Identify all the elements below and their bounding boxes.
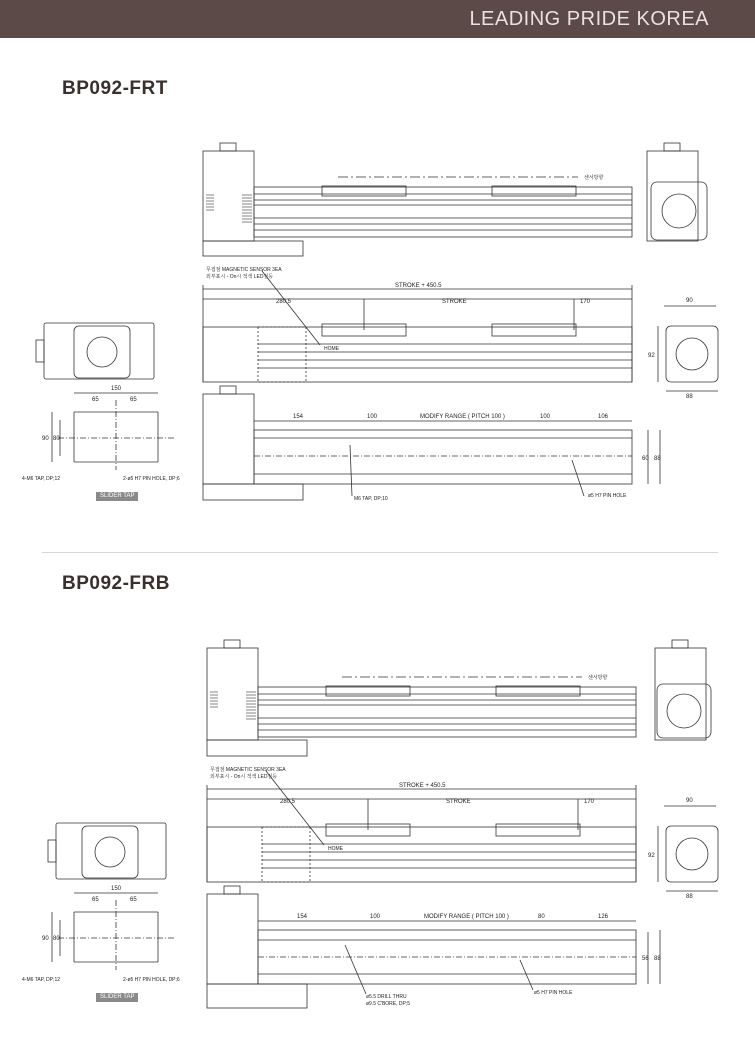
- magnetic-sensor-frt: 무접점 MAGNETIC SENSOR 3EA: [206, 267, 282, 273]
- slider-pin-frt: 2-ø5 H7 PIN HOLE, DP;6: [123, 476, 180, 482]
- dim-left-frt: 280.5: [276, 299, 292, 305]
- slider-left-frt: 65: [92, 397, 99, 403]
- slider-outer-h-frb: 90: [42, 936, 49, 942]
- home-label-frb: HOME: [328, 846, 343, 852]
- bottom-third-frb: 80: [538, 914, 545, 920]
- bottom-last-frb: 126: [598, 914, 609, 920]
- bottom-last-frt: 106: [598, 414, 609, 420]
- end-base-frt: 88: [686, 394, 693, 400]
- slider-width-frb: 150: [111, 886, 122, 892]
- slider-tap-frb: 4-M6 TAP, DP;12: [22, 977, 61, 983]
- top-view-frb: [207, 640, 636, 756]
- brand-text: LEADING PRIDE KOREA: [469, 8, 709, 30]
- sensor-direction-frb: 센서방향: [588, 675, 608, 681]
- sensor-direction-frt: 센서방향: [584, 175, 604, 181]
- slider-width-frt: 150: [111, 386, 122, 392]
- end-view-top-frb: [655, 640, 711, 740]
- bottom-view-frb: [207, 886, 660, 1008]
- bottom-second-frb: 100: [370, 914, 381, 920]
- bottom-second-frt: 100: [367, 414, 378, 420]
- slider-tap-frt: 4-M6 TAP, DP;12: [22, 476, 61, 482]
- led-note-frb: 외부표시 - On시 적색 LED점등: [210, 774, 278, 780]
- end-height-frb: 92: [648, 853, 655, 859]
- dim-right-frb: 170: [584, 799, 595, 805]
- end-view-middle-frb: [658, 806, 718, 891]
- led-note-frt: 외부표시 - On시 적색 LED점등: [206, 274, 274, 280]
- end-base-frb: 88: [686, 894, 693, 900]
- slider-inner-h-frt: 80: [53, 436, 60, 442]
- end-width-frt: 90: [686, 298, 693, 304]
- modify-range-frt: MODIFY RANGE ( PITCH 100 ): [420, 414, 505, 420]
- modify-range-frb: MODIFY RANGE ( PITCH 100 ): [424, 914, 509, 920]
- bottom-h1-frt: 60: [642, 456, 649, 462]
- bottom-h2-frb: 88: [654, 956, 661, 962]
- bottom-h1-frb: 56: [642, 956, 649, 962]
- bottom-tap-frt: M6 TAP, DP;10: [354, 496, 388, 502]
- bottom-cbore-frb: ø9.5 C'BORE, DP;5: [366, 1001, 411, 1007]
- end-height-frt: 92: [648, 353, 655, 359]
- home-label-frt: HOME: [324, 346, 339, 352]
- bottom-pin-frt: ø5 H7 PIN HOLE: [588, 493, 627, 499]
- dim-right-frt: 170: [580, 299, 591, 305]
- slider-right-frb: 65: [130, 897, 137, 903]
- stroke-total-frb: STROKE + 450.5: [399, 783, 446, 789]
- slider-left-frb: 65: [92, 897, 99, 903]
- slider-pin-frb: 2-ø5 H7 PIN HOLE, DP;6: [123, 977, 180, 983]
- slider-right-frt: 65: [130, 397, 137, 403]
- bottom-tap-frb: ø5.5 DRILL THRU: [366, 994, 407, 1000]
- stroke-total-frt: STROKE + 450.5: [395, 283, 442, 289]
- bottom-first-frb: 154: [297, 914, 308, 920]
- model-title-frt: BP092-FRT: [62, 78, 168, 99]
- slider-inner-h-frb: 80: [53, 936, 60, 942]
- bottom-pin-frb: ø5 H7 PIN HOLE: [534, 990, 573, 996]
- slider-tap-badge-frb: SLIDER TAP: [96, 993, 138, 1002]
- magnetic-sensor-frb: 무접점 MAGNETIC SENSOR 3EA: [210, 767, 286, 773]
- model-title-frb: BP092-FRB: [62, 573, 170, 594]
- stroke-label-frt: STROKE: [442, 299, 467, 305]
- end-width-frb: 90: [686, 798, 693, 804]
- slider-outer-h-frt: 90: [42, 436, 49, 442]
- bottom-third-frt: 100: [540, 414, 551, 420]
- slider-tap-badge-frt: SLIDER TAP: [96, 492, 138, 501]
- stroke-label-frb: STROKE: [446, 799, 471, 805]
- dim-left-frb: 280.5: [280, 799, 296, 805]
- bottom-h2-frt: 88: [654, 456, 661, 462]
- slider-detail-frb: [48, 823, 175, 970]
- bottom-first-frt: 154: [293, 414, 304, 420]
